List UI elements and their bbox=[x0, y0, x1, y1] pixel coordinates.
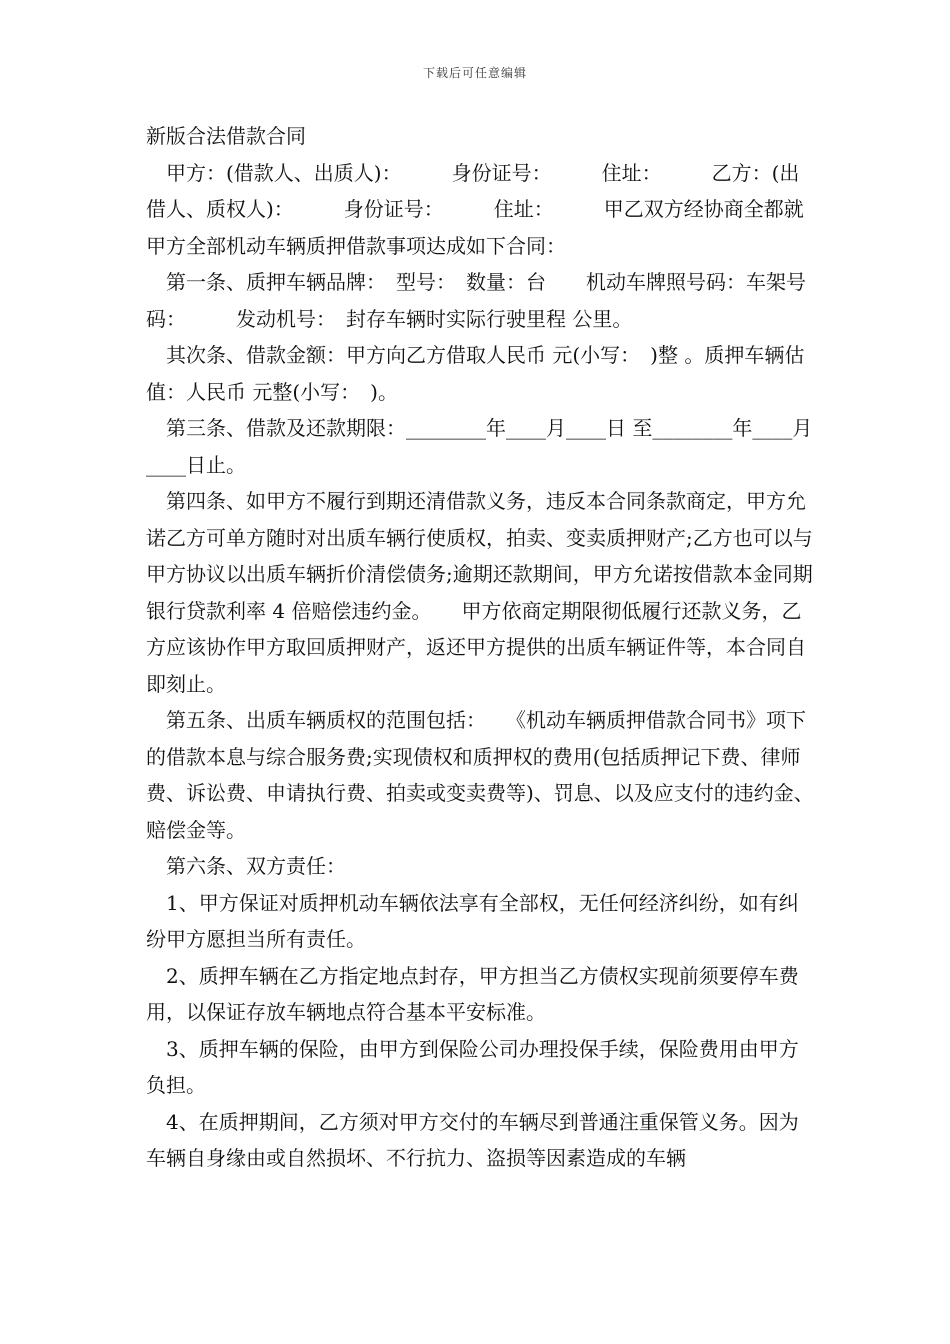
page-header-watermark: 下载后可任意编辑 bbox=[422, 66, 527, 80]
paragraph-article-5: 第五条、出质车辆质权的范围包括： 《机动车辆质押借款合同书》项下的借款本息与综合服务费;实现债权和质押权的费用(包括质押记下费、律师费、诉讼费、申请执行费、拍卖或变卖费等)、罚息、以及应支付的违约金、赔偿金等。 bbox=[146, 708, 814, 842]
paragraph-parties: 甲方：(借款人、出质人)： 身份证号： 住址： 乙方：(出借人、质权人)： 身份证号： 住址： 甲乙双方经协商全都就甲方全部机动车辆质押借款事项达成如下合同： bbox=[146, 160, 804, 258]
paragraph-clause-3: 3、质押车辆的保险，由甲方到保险公司办理投保手续，保险费用由甲方负担。 bbox=[146, 1036, 799, 1097]
paragraph-article-3: 第三条、借款及还款期限：________年____月____日 至________年____月____日止。 bbox=[146, 416, 813, 477]
document-body bbox=[146, 118, 818, 1177]
document-title: 新版合法借款合同 bbox=[146, 124, 306, 148]
paragraph-clause-4: 4、在质押期间，乙方须对甲方交付的车辆尽到普通注重保管义务。因为车辆自身缘由或自然损坏、不行抗力、盗损等因素造成的车辆 bbox=[146, 1109, 799, 1170]
paragraph-clause-1: 1、甲方保证对质押机动车辆依法享有全部权，无任何经济纠纷，如有纠纷甲方愿担当所有责任。 bbox=[146, 890, 799, 951]
paragraph-clause-2: 2、质押车辆在乙方指定地点封存，甲方担当乙方债权实现前须要停车费用，以保证存放车辆地点符合基本平安标准。 bbox=[146, 963, 799, 1024]
paragraph-article-2: 其次条、借款金额：甲方向乙方借取人民币 元(小写： )整 。质押车辆估值：人民币 元整(小写： )。 bbox=[146, 343, 805, 404]
paragraph-article-6-heading: 第六条、双方责任： bbox=[166, 854, 346, 878]
paragraph-article-1: 第一条、质押车辆品牌： 型号： 数量：台 机动车牌照号码：车架号码： 发动机号： 封存车辆时实际行驶里程 公里。 bbox=[146, 270, 806, 331]
paragraph-article-4: 第四条、如甲方不履行到期还清借款义务，违反本合同条款商定，甲方允诺乙方可单方随时对出质车辆行使质权，拍卖、变卖质押财产;乙方也可以与甲方协议以出质车辆折价清偿债务;逾期还款期间，甲方允诺按借款本金同期银行贷款利率 4 倍赔偿违约金。 甲方依商定期限彻低履行还款义务，乙方应该协作甲方取回质押财产，返还甲方提供的出质车辆证件等，本合同自即刻止。 bbox=[146, 489, 813, 696]
